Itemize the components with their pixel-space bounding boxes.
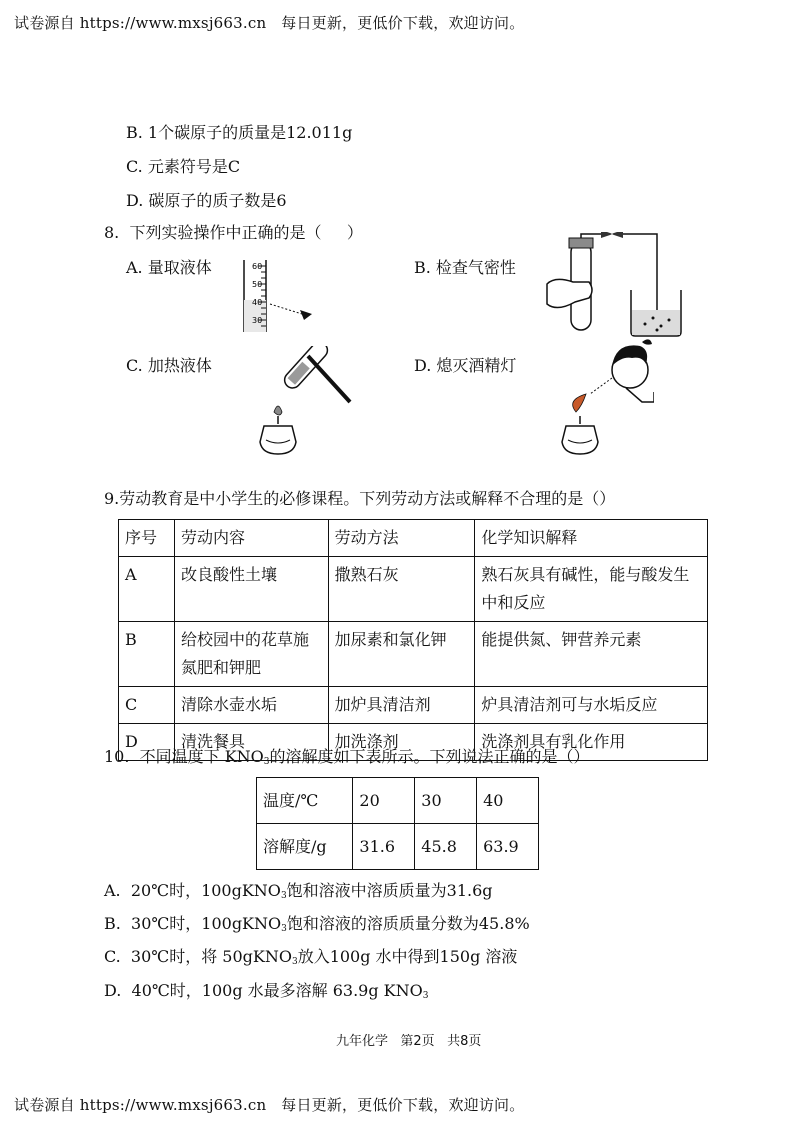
option-text: C. 30℃时，将 50gKNO bbox=[104, 947, 292, 966]
row-method: 加尿素和氯化钾 bbox=[328, 622, 475, 687]
option-text: D. 40℃时，100g 水最多溶解 63.9g KNO bbox=[104, 981, 423, 1000]
row-content: 清洗餐具 bbox=[174, 724, 328, 761]
row-content: 改良酸性土壤 bbox=[174, 557, 328, 622]
subscript: 3 bbox=[422, 991, 429, 1001]
q10-option-c bbox=[104, 944, 517, 967]
cell: 溶解度/g bbox=[257, 824, 353, 870]
q7-option-b: B. 1个碳原子的质量是12.011g bbox=[126, 123, 353, 142]
table-row bbox=[257, 824, 539, 870]
subscript: 3 bbox=[281, 924, 287, 934]
cell: 30 bbox=[415, 778, 477, 824]
cell: 20 bbox=[353, 778, 415, 824]
graduated-cylinder-figure bbox=[236, 256, 320, 336]
row-method: 撒熟石灰 bbox=[328, 557, 475, 622]
header-cell: 化学知识解释 bbox=[475, 520, 708, 557]
q8-option-a: A. 量取液体 bbox=[126, 258, 212, 277]
q7-option-d: D. 碳原子的质子数是6 bbox=[126, 191, 287, 210]
table-header-row bbox=[119, 520, 708, 557]
q10-option-b bbox=[104, 911, 530, 934]
row-id: A bbox=[119, 557, 175, 622]
q8-stem: 8. 下列实验操作中正确的是（ ） bbox=[104, 223, 363, 242]
subscript: 3 bbox=[263, 757, 270, 767]
tick-50: 50 bbox=[252, 280, 263, 289]
table-row bbox=[119, 557, 708, 622]
eye-icon bbox=[300, 310, 312, 320]
option-text: B. 30℃时，100gKNO bbox=[104, 914, 282, 933]
cell: 45.8 bbox=[415, 824, 477, 870]
option-text: 放入100g 水中得到150g 溶液 bbox=[297, 947, 518, 966]
q10-stem bbox=[104, 744, 590, 767]
row-explain: 炉具清洁剂可与水垢反应 bbox=[475, 687, 708, 724]
table-row bbox=[119, 622, 708, 687]
cell: 31.6 bbox=[353, 824, 415, 870]
q9-table bbox=[118, 519, 708, 761]
table-row bbox=[257, 778, 539, 824]
tick-30: 30 bbox=[252, 316, 263, 325]
row-method: 加炉具清洁剂 bbox=[328, 687, 475, 724]
q10-stem-prefix: 10. 不同温度下 KNO bbox=[104, 747, 264, 766]
cell: 63.9 bbox=[477, 824, 539, 870]
alcohol-lamp-icon bbox=[260, 426, 296, 454]
q7-option-c: C. 元素符号是C bbox=[126, 157, 241, 176]
q8-option-c: C. 加热液体 bbox=[126, 356, 212, 375]
q9-stem: 9.劳动教育是中小学生的必修课程。下列劳动方法或解释不合理的是（） bbox=[104, 489, 616, 508]
row-method: 加洗涤剂 bbox=[328, 724, 475, 761]
tick-40: 40 bbox=[252, 298, 263, 307]
header-cell: 劳动方法 bbox=[328, 520, 475, 557]
option-text: 饱和溶液中溶质质量为31.6g bbox=[286, 881, 493, 900]
cell: 温度/℃ bbox=[257, 778, 353, 824]
subscript: 3 bbox=[280, 891, 287, 901]
alcohol-lamp-icon bbox=[562, 426, 598, 454]
row-explain: 熟石灰具有碱性，能与酸发生中和反应 bbox=[475, 557, 708, 622]
q10-stem-suffix: 的溶解度如下表所示。下列说法正确的是（） bbox=[269, 747, 590, 766]
header-cell: 序号 bbox=[119, 520, 175, 557]
q8-option-b: B. 检查气密性 bbox=[414, 258, 516, 277]
q10-option-a bbox=[104, 878, 493, 901]
subscript: 3 bbox=[291, 957, 298, 967]
option-text: 饱和溶液的溶质质量分数为45.8% bbox=[286, 914, 530, 933]
solubility-table bbox=[256, 777, 539, 870]
cell: 40 bbox=[477, 778, 539, 824]
header-cell: 劳动内容 bbox=[174, 520, 328, 557]
row-id: B bbox=[119, 622, 175, 687]
extinguish-lamp-figure bbox=[546, 336, 654, 466]
tick-60: 60 bbox=[252, 262, 263, 271]
airtightness-check-figure bbox=[545, 232, 685, 340]
bottom-header: 试卷源自 https://www.mxsj663.cn 每日更新，更低价下载，欢迎访问。 bbox=[14, 1096, 525, 1114]
row-content: 清除水壶水垢 bbox=[174, 687, 328, 724]
row-content: 给校园中的花草施氮肥和钾肥 bbox=[174, 622, 328, 687]
row-id: C bbox=[119, 687, 175, 724]
option-text: A. 20℃时，100gKNO bbox=[104, 881, 281, 900]
row-explain: 洗涤剂具有乳化作用 bbox=[475, 724, 708, 761]
top-header: 试卷源自 https://www.mxsj663.cn 每日更新，更低价下载，欢迎访问。 bbox=[14, 14, 525, 32]
heating-liquid-figure bbox=[254, 346, 356, 458]
q8-option-d: D. 熄灭酒精灯 bbox=[414, 356, 517, 375]
page-footer: 九年化学 第2页 共8页 bbox=[336, 1034, 482, 1049]
table-row bbox=[119, 687, 708, 724]
row-explain: 能提供氮、钾营养元素 bbox=[475, 622, 708, 687]
row-id: D bbox=[119, 724, 175, 761]
q10-option-d bbox=[104, 978, 429, 1001]
hand-icon bbox=[547, 279, 592, 307]
